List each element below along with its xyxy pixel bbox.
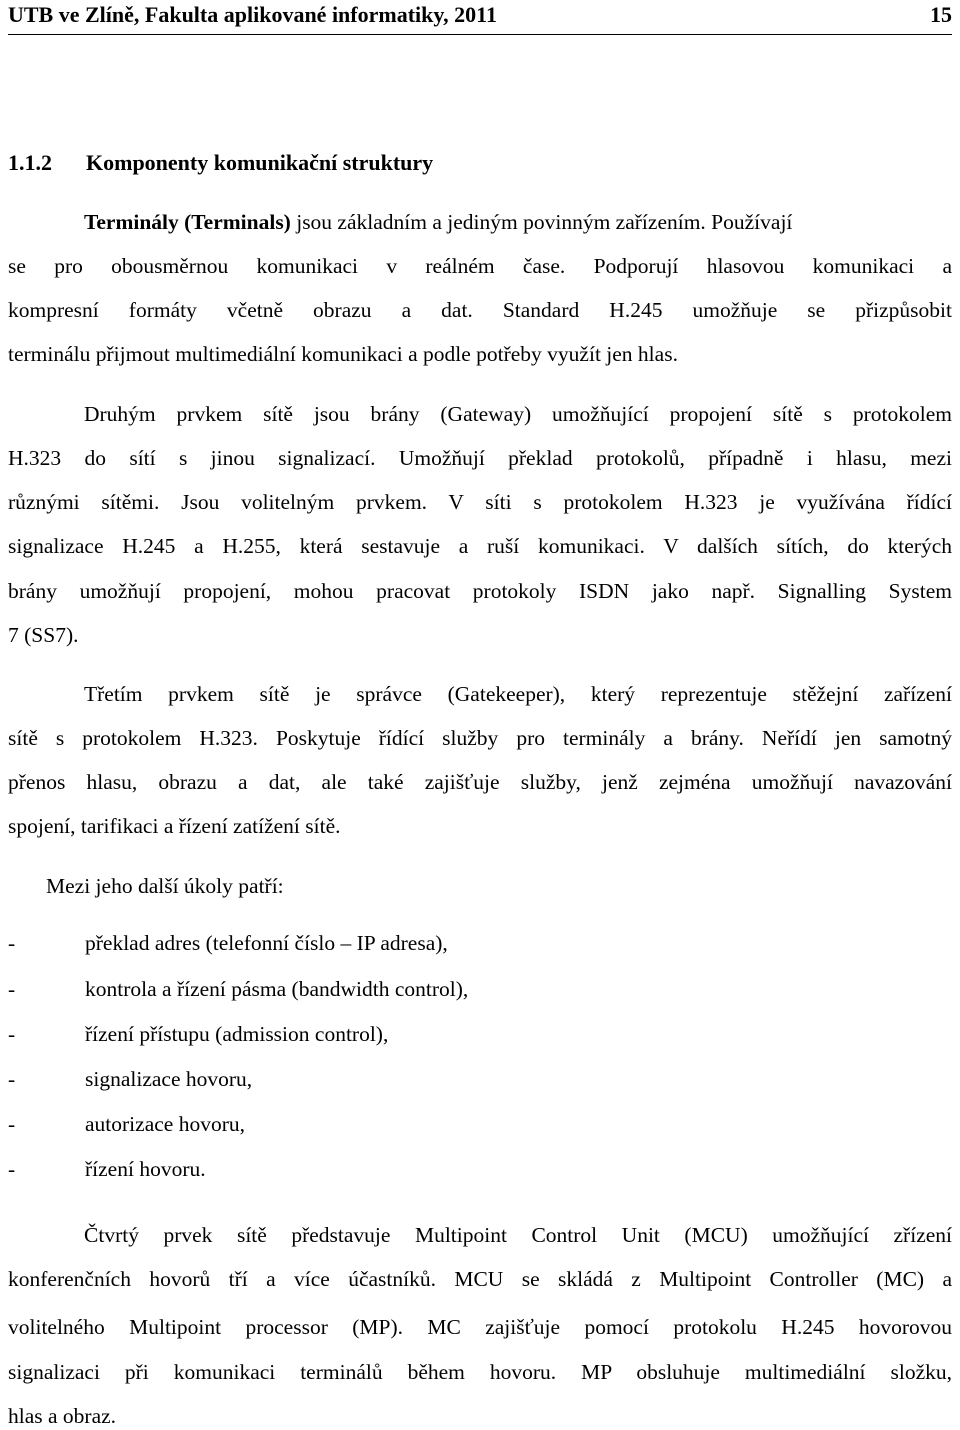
paragraph-gatekeeper-line-1: Třetím prvkem sítě je správce (Gatekeeper), který reprezentuje stěžejní zařízení xyxy=(84,682,952,706)
list-item xyxy=(0,1065,960,1093)
list-bullet: - xyxy=(8,977,16,1001)
paragraph-mcu-line-4: signalizaci při komunikaci terminálů během hovoru. MP obsluhuje multimediální složku, xyxy=(8,1360,952,1384)
list-item-text: signalizace hovoru, xyxy=(85,1067,253,1091)
page-header xyxy=(8,2,952,35)
page-number: 15 xyxy=(930,2,952,27)
paragraph-gateway-line-2: H.323 do sítí s jinou signalizací. Umožňují překlad protokolů, případně i hlasu, mezi xyxy=(8,446,952,470)
list-bullet: - xyxy=(8,1112,16,1136)
list-item-text: řízení přístupu (admission control), xyxy=(85,1022,389,1046)
paragraph-gateway-line-1: Druhým prvkem sítě jsou brány (Gateway) umožňující propojení sítě s protokolem xyxy=(84,402,952,426)
paragraph-gateway-line-5: brány umožňují propojení, mohou pracovat protokoly ISDN jako např. Signalling System xyxy=(8,579,952,603)
paragraph-gateway-line-3: různými sítěmi. Jsou volitelným prvkem. V síti s protokolem H.323 je využívána řídící xyxy=(8,490,952,514)
paragraph-terminals-line-4: terminálu přijmout multimediální komunikaci a podle potřeby využít jen hlas. xyxy=(8,342,678,366)
list-item xyxy=(0,1155,960,1183)
list-item-text: kontrola a řízení pásma (bandwidth control), xyxy=(85,977,469,1001)
list-bullet: - xyxy=(8,1022,16,1046)
list-intro: Mezi jeho další úkoly patří: xyxy=(46,874,284,898)
header-title: UTB ve Zlíně, Fakulta aplikované informatiky, 2011 xyxy=(8,2,497,27)
list-item-text: překlad adres (telefonní číslo – IP adresa), xyxy=(85,931,448,955)
list-bullet: - xyxy=(8,1067,16,1091)
paragraph-gatekeeper-line-3: přenos hlasu, obrazu a dat, ale také zajišťuje služby, jenž zejména umožňují navazování xyxy=(8,770,952,794)
list-item-text: řízení hovoru. xyxy=(85,1157,206,1181)
paragraph-mcu-line-2: konferenčních hovorů tří a více účastníků. MCU se skládá z Multipoint Controller (MC) a xyxy=(8,1267,952,1291)
paragraph-mcu-line-5: hlas a obraz. xyxy=(8,1404,117,1428)
section-title: Komponenty komunikační struktury xyxy=(86,150,434,175)
paragraph-gatekeeper-line-4: spojení, tarifikaci a řízení zatížení sítě. xyxy=(8,814,341,838)
paragraph-gateway-line-4: signalizace H.245 a H.255, která sestavuje a ruší komunikaci. V dalších sítích, do kterých xyxy=(8,534,952,558)
list-item xyxy=(0,1110,960,1138)
paragraph-terminals-line-1: Terminály (Terminals) jsou základním a jediným povinným zařízením. Používají xyxy=(84,210,793,234)
list-bullet: - xyxy=(8,1157,16,1181)
section-heading xyxy=(8,150,433,176)
section-number: 1.1.2 xyxy=(8,150,52,175)
paragraph-gateway-line-6: 7 (SS7). xyxy=(8,623,79,647)
paragraph-gatekeeper-line-2: sítě s protokolem H.323. Poskytuje řídící služby pro terminály a brány. Neřídí jen samotný xyxy=(8,726,952,750)
paragraph-mcu-line-1: Čtvrtý prvek sítě představuje Multipoint Control Unit (MCU) umožňující zřízení xyxy=(84,1223,952,1247)
list-item xyxy=(0,1020,960,1048)
list-item xyxy=(0,975,960,1003)
paragraph-terminals-line-3: kompresní formáty včetně obrazu a dat. Standard H.245 umožňuje se přizpůsobit xyxy=(8,298,952,322)
term-terminals: Terminály (Terminals) xyxy=(84,210,291,234)
list-item xyxy=(0,929,960,957)
paragraph-terminals-line-2: se pro obousměrnou komunikaci v reálném čase. Podporují hlasovou komunikaci a xyxy=(8,254,952,278)
list-item-text: autorizace hovoru, xyxy=(85,1112,245,1136)
list-bullet: - xyxy=(8,931,16,955)
paragraph-mcu-line-3: volitelného Multipoint processor (MP). MC zajišťuje pomocí protokolu H.245 hovorovou xyxy=(8,1315,952,1339)
